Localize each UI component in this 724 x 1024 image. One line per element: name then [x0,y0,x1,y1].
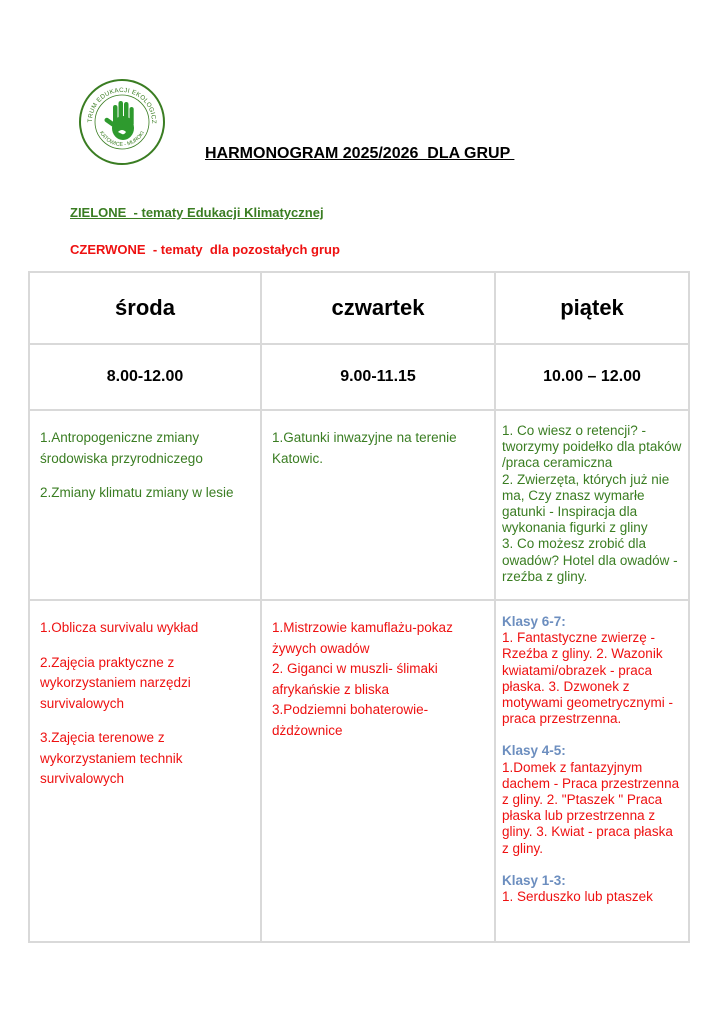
red-cell-fri [495,600,689,942]
topic-item: 1.Mistrzowie kamuflażu-pokaz żywych owadów [272,620,453,656]
grade-topics: 1. Fantastyczne zwierzę - Rzeźba z gliny. 2. Wazonik kwiatami/obrazek - praca płaska. 3. Dzwonek z motywami geometrycznymi - praca przestrzenna. [502,630,674,727]
times-row [29,344,689,410]
red-cell-thu [261,600,495,942]
green-cell-fri [495,410,689,600]
topic-item: 2. Zwierzęta, których już nie ma, Czy znasz wymarłe gatunki - Inspiracja dla wykonania figurki z gliny [502,471,670,536]
time-cell: 10.00 – 12.00 [495,344,689,410]
grade-label: Klasy 4-5: [502,743,566,759]
green-cell-wed [29,410,261,600]
grade-block [502,873,682,905]
grade-label: Klasy 6-7: [502,614,566,629]
schedule-table [28,271,690,943]
grade-block [502,743,682,856]
time-cell: 9.00-11.15 [261,344,495,410]
topic-item: 3. Co możesz zrobić dla owadów? Hotel dla owadów - rzeźba z gliny. [502,536,678,584]
topic-item: 2. Giganci w muszli- ślimaki afrykańskie z bliska [272,661,438,697]
logo-text-bottom: KATOWICE - MUROKI [97,130,147,149]
red-cell-wed [29,600,261,942]
days-row [29,272,689,344]
day-header: środa [29,272,261,344]
grade-label: Klasy 1-3: [502,872,566,888]
topic-item: 3.Zajęcia terenowe z wykorzystaniem technik survivalowych [40,730,183,786]
topic-item: 2.Zajęcia praktyczne z wykorzystaniem narzędzi survivalowych [40,654,191,711]
day-header: piątek [495,272,689,344]
topic-item: 1.Antropogeniczne zmiany środowiska przyrodniczego [40,430,203,466]
day-header: czwartek [261,272,495,344]
green-cell-thu [261,410,495,600]
logo-text-top: TRUM EDUKACJI EKOLOGICZ [86,86,158,124]
legend-red: CZERWONE - tematy dla pozostałych grup [70,242,340,257]
grade-block [502,614,682,727]
logo [78,78,166,166]
green-hand-icon [104,101,134,140]
grade-topics: 1. Serduszko lub ptaszek [502,889,653,905]
topic-item: 1.Gatunki inwazyjne na terenie Katowic. [272,430,457,466]
time-cell: 8.00-12.00 [29,344,261,410]
topic-item: 2.Zmiany klimatu zmiany w lesie [40,485,234,500]
topic-item: 1. Co wiesz o retencji? - tworzymy poidełko dla ptaków /praca ceramiczna [502,423,682,471]
legend-green: ZIELONE - tematy Edukacji Klimatycznej [70,205,324,220]
green-topics-row [29,410,689,600]
logo-graphic [78,78,166,166]
topic-item: 3.Podziemni bohaterowie- dżdżownice [272,702,429,738]
grade-topics: 1.Domek z fantazyjnym dachem - Praca przestrzenna z gliny. 2. "Ptaszek " Praca płaska lub przestrzenna z gliny. 3. Kwiat - praca płaska z gliny. [502,759,680,856]
page-title: HARMONOGRAM 2025/2026 DLA GRUP [205,145,515,162]
red-topics-row [29,600,689,942]
topic-item: 1.Oblicza survivalu wykład [40,620,199,635]
